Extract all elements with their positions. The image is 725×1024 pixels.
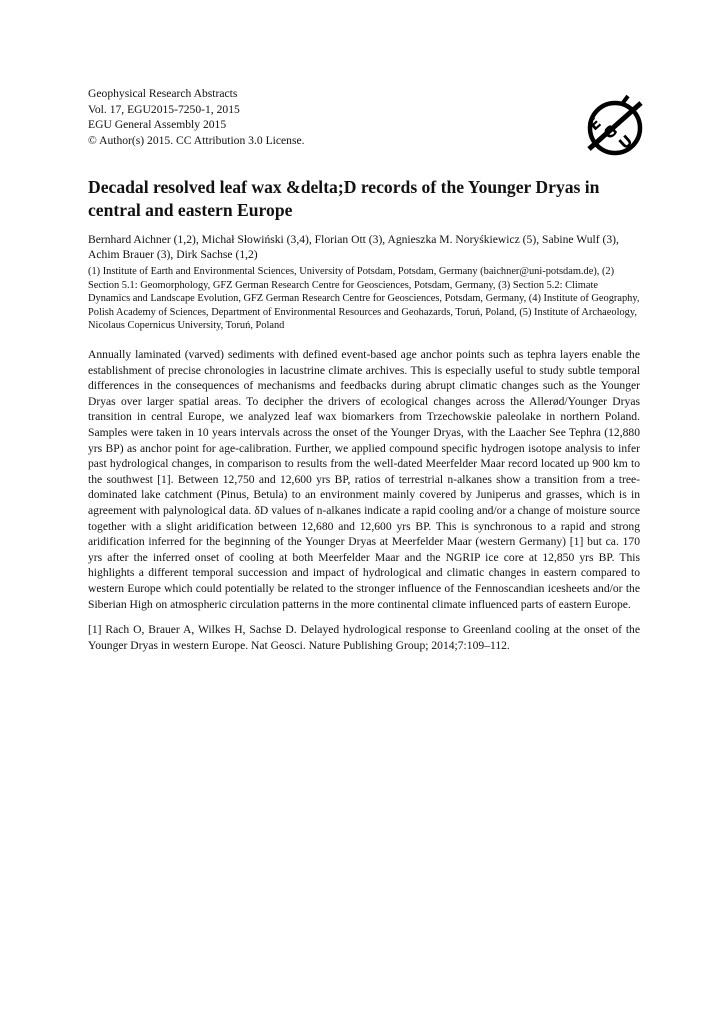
reference-item: [1] Rach O, Brauer A, Wilkes H, Sachse D. Delayed hydrological response to Greenland cooling at the onset of the Younger Dryas in western Europe. Nat Geosci. Nature Publishing Group; 2014;7:109–112. — [88, 623, 640, 652]
volume-info: Vol. 17, EGU2015-7250-1, 2015 — [88, 102, 240, 116]
svg-text:E: E — [584, 113, 605, 135]
affiliation-list: (1) Institute of Earth and Environmental Sciences, University of Potsdam, Potsdam, Germany (baichner@uni-potsdam.de), (2) Section 5.1: Geomorphology, GFZ German Research Centre for Geosciences, Potsdam, Germany, (3) Section 5.2: Climate Dynamics and Landscape Evolution, GFZ German Research Centre for Geosciences, Potsdam, Germany, (4) Institute of Geography, Polish Academy of Sciences, Department of Environmental Resources and Geohazards, Toruń, Poland, (5) Institute of Archaeology, Nicolaus Copernicus University, Toruń, Poland — [88, 266, 640, 332]
abstract-header — [88, 86, 305, 148]
journal-name: Geophysical Research Abstracts — [88, 87, 238, 100]
assembly-name: EGU General Assembly 2015 — [88, 118, 227, 132]
abstract-body: Annually laminated (varved) sediments with defined event-based age anchor points such as tephra layers enable the establishment of precise chronologies in lacustrine climate archives. This is especially useful to study subtle temporal differences in the consequences of mechanisms and feedbacks during abrupt climatic changes such as the Younger Dryas over larger spatial areas. To decipher the drivers of ecological changes across the Allerød/Younger Dryas transition in central Europe, we analyzed leaf wax biomarkers from Trzechowskie paleolake in northern Poland. Samples were taken in 10 years intervals across the onset of the Younger Dryas, with the Laacher See Tephra (12,880 yrs BP) as anchor point for age-calibration. Further, we applied compound specific hydrogen isotope analysis to infer past hydrological changes, in comparison to results from the well-dated Meerfelder Maar record located up 900 km to the southwest [1]. Between 12,750 and 12,600 yrs BP, ratios of terrestrial n-alkanes show a transition from a tree-dominated lake catchment (Pinus, Betula) to an environment mainly covered by Juniperus and grasses, which is in agreement with palynological data. δD values of n-alkanes indicate a rapid cooling and/or a change of moisture source together with a slight aridification between 12,680 and 12,600 yrs BP. This is synchronous to a rapid and strong aridification inferred for the beginning of the Younger Dryas at Meerfelder Maar (western Germany) [1] but ca. 170 yrs after the inferred onset of cooling at both Meerfelder Maar and the NGRIP ice core at 12,850 yrs BP. This highlights a different temporal succession and impact of hydrological and climatic changes in eastern compared to western Europe which could potentially be related to the stronger influence of the Fennoscandian icesheets and/or the Siberian High on atmospheric circulation patterns in the more continental climate influenced parts of eastern Europe. — [88, 348, 640, 611]
license-notice: © Author(s) 2015. CC Attribution 3.0 License. — [88, 133, 305, 147]
paper-title: Decadal resolved leaf wax &delta;D records of the Younger Dryas in central and eastern Europe — [88, 177, 600, 220]
author-list: Bernhard Aichner (1,2), Michał Słowiński (3,4), Florian Ott (3), Agnieszka M. Noryśkiewicz (5), Sabine Wulf (3), Achim Brauer (3), Dirk Sachse (1,2) — [88, 233, 619, 262]
svg-text:U: U — [615, 131, 637, 154]
svg-text:G: G — [599, 121, 622, 143]
egu-logo — [583, 93, 647, 159]
